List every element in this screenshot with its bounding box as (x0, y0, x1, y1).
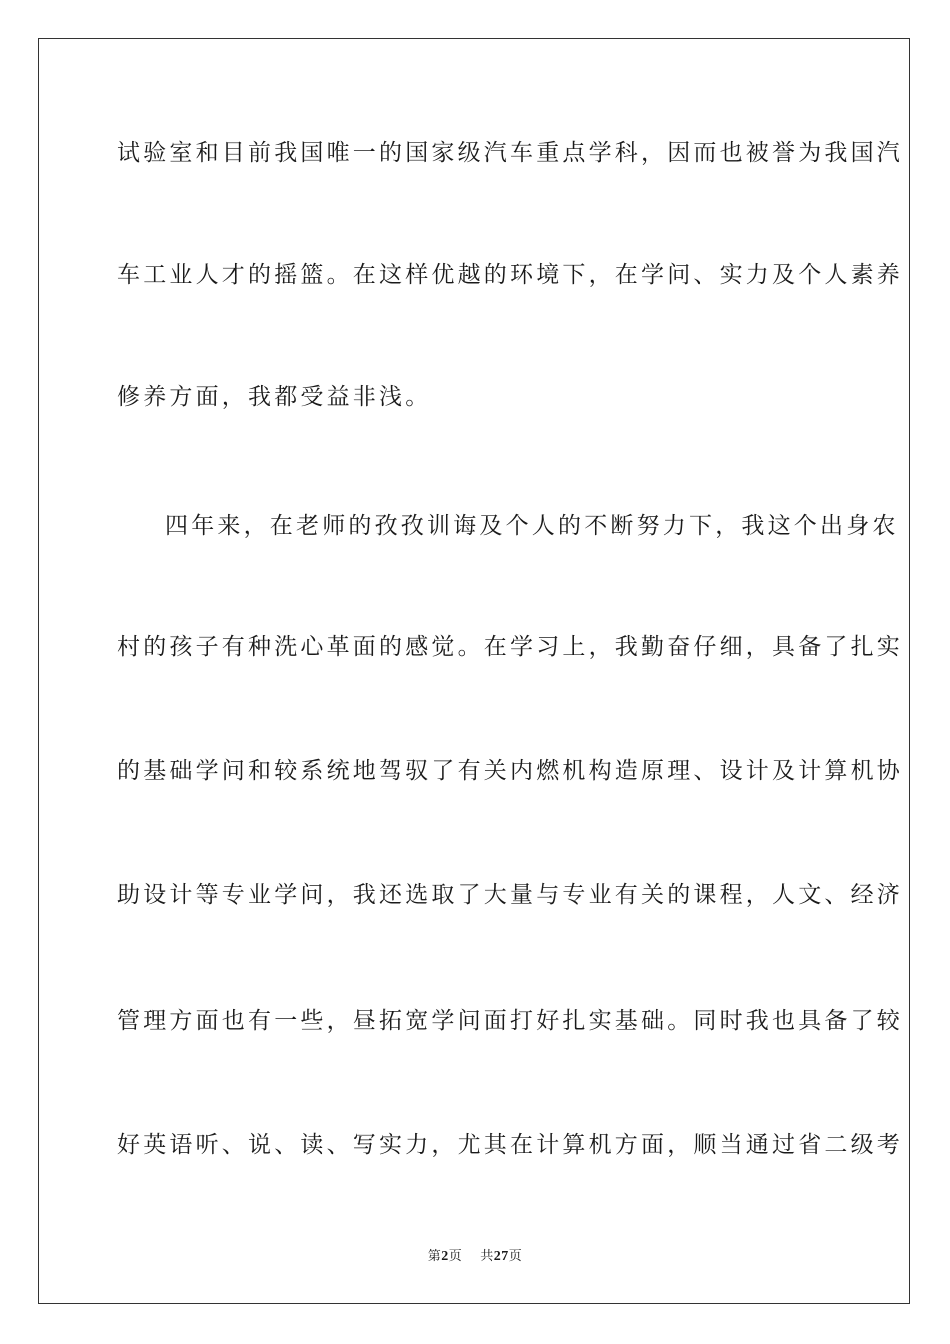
paragraph-line-5: 村的孩子有种洗心革面的感觉。在学习上，我勤奋仔细，具备了扎实 (117, 634, 903, 660)
paragraph-line-1: 试验室和目前我国唯一的国家级汽车重点学科，因而也被誉为我国汽 (117, 140, 903, 166)
paragraph-line-2: 车工业人才的摇篮。在这样优越的环境下，在学问、实力及个人素养 (117, 262, 903, 288)
page-footer (0, 1248, 950, 1266)
total-prefix: 共 (480, 1249, 494, 1264)
paragraph-line-7: 助设计等专业学问，我还选取了大量与专业有关的课程，人文、经济 (117, 882, 903, 908)
page-suffix: 页 (448, 1249, 463, 1264)
page-number: 2 (441, 1249, 449, 1264)
page-border (38, 38, 910, 1304)
paragraph-line-9: 好英语听、说、读、写实力，尤其在计算机方面，顺当通过省二级考 (117, 1132, 903, 1158)
paragraph-line-3: 修养方面，我都受益非浅。 (117, 384, 432, 410)
paragraph-line-4: 四年来，在老师的孜孜训诲及个人的不断努力下，我这个出身农 (165, 513, 899, 539)
total-suffix: 页 (508, 1249, 523, 1264)
total-pages: 27 (493, 1249, 509, 1264)
paragraph-line-8: 管理方面也有一些，昼拓宽学问面打好扎实基础。同时我也具备了较 (117, 1008, 903, 1034)
page-prefix: 第 (427, 1249, 442, 1264)
paragraph-line-6: 的基础学问和较系统地驾驭了有关内燃机构造原理、设计及计算机协 (117, 758, 903, 784)
